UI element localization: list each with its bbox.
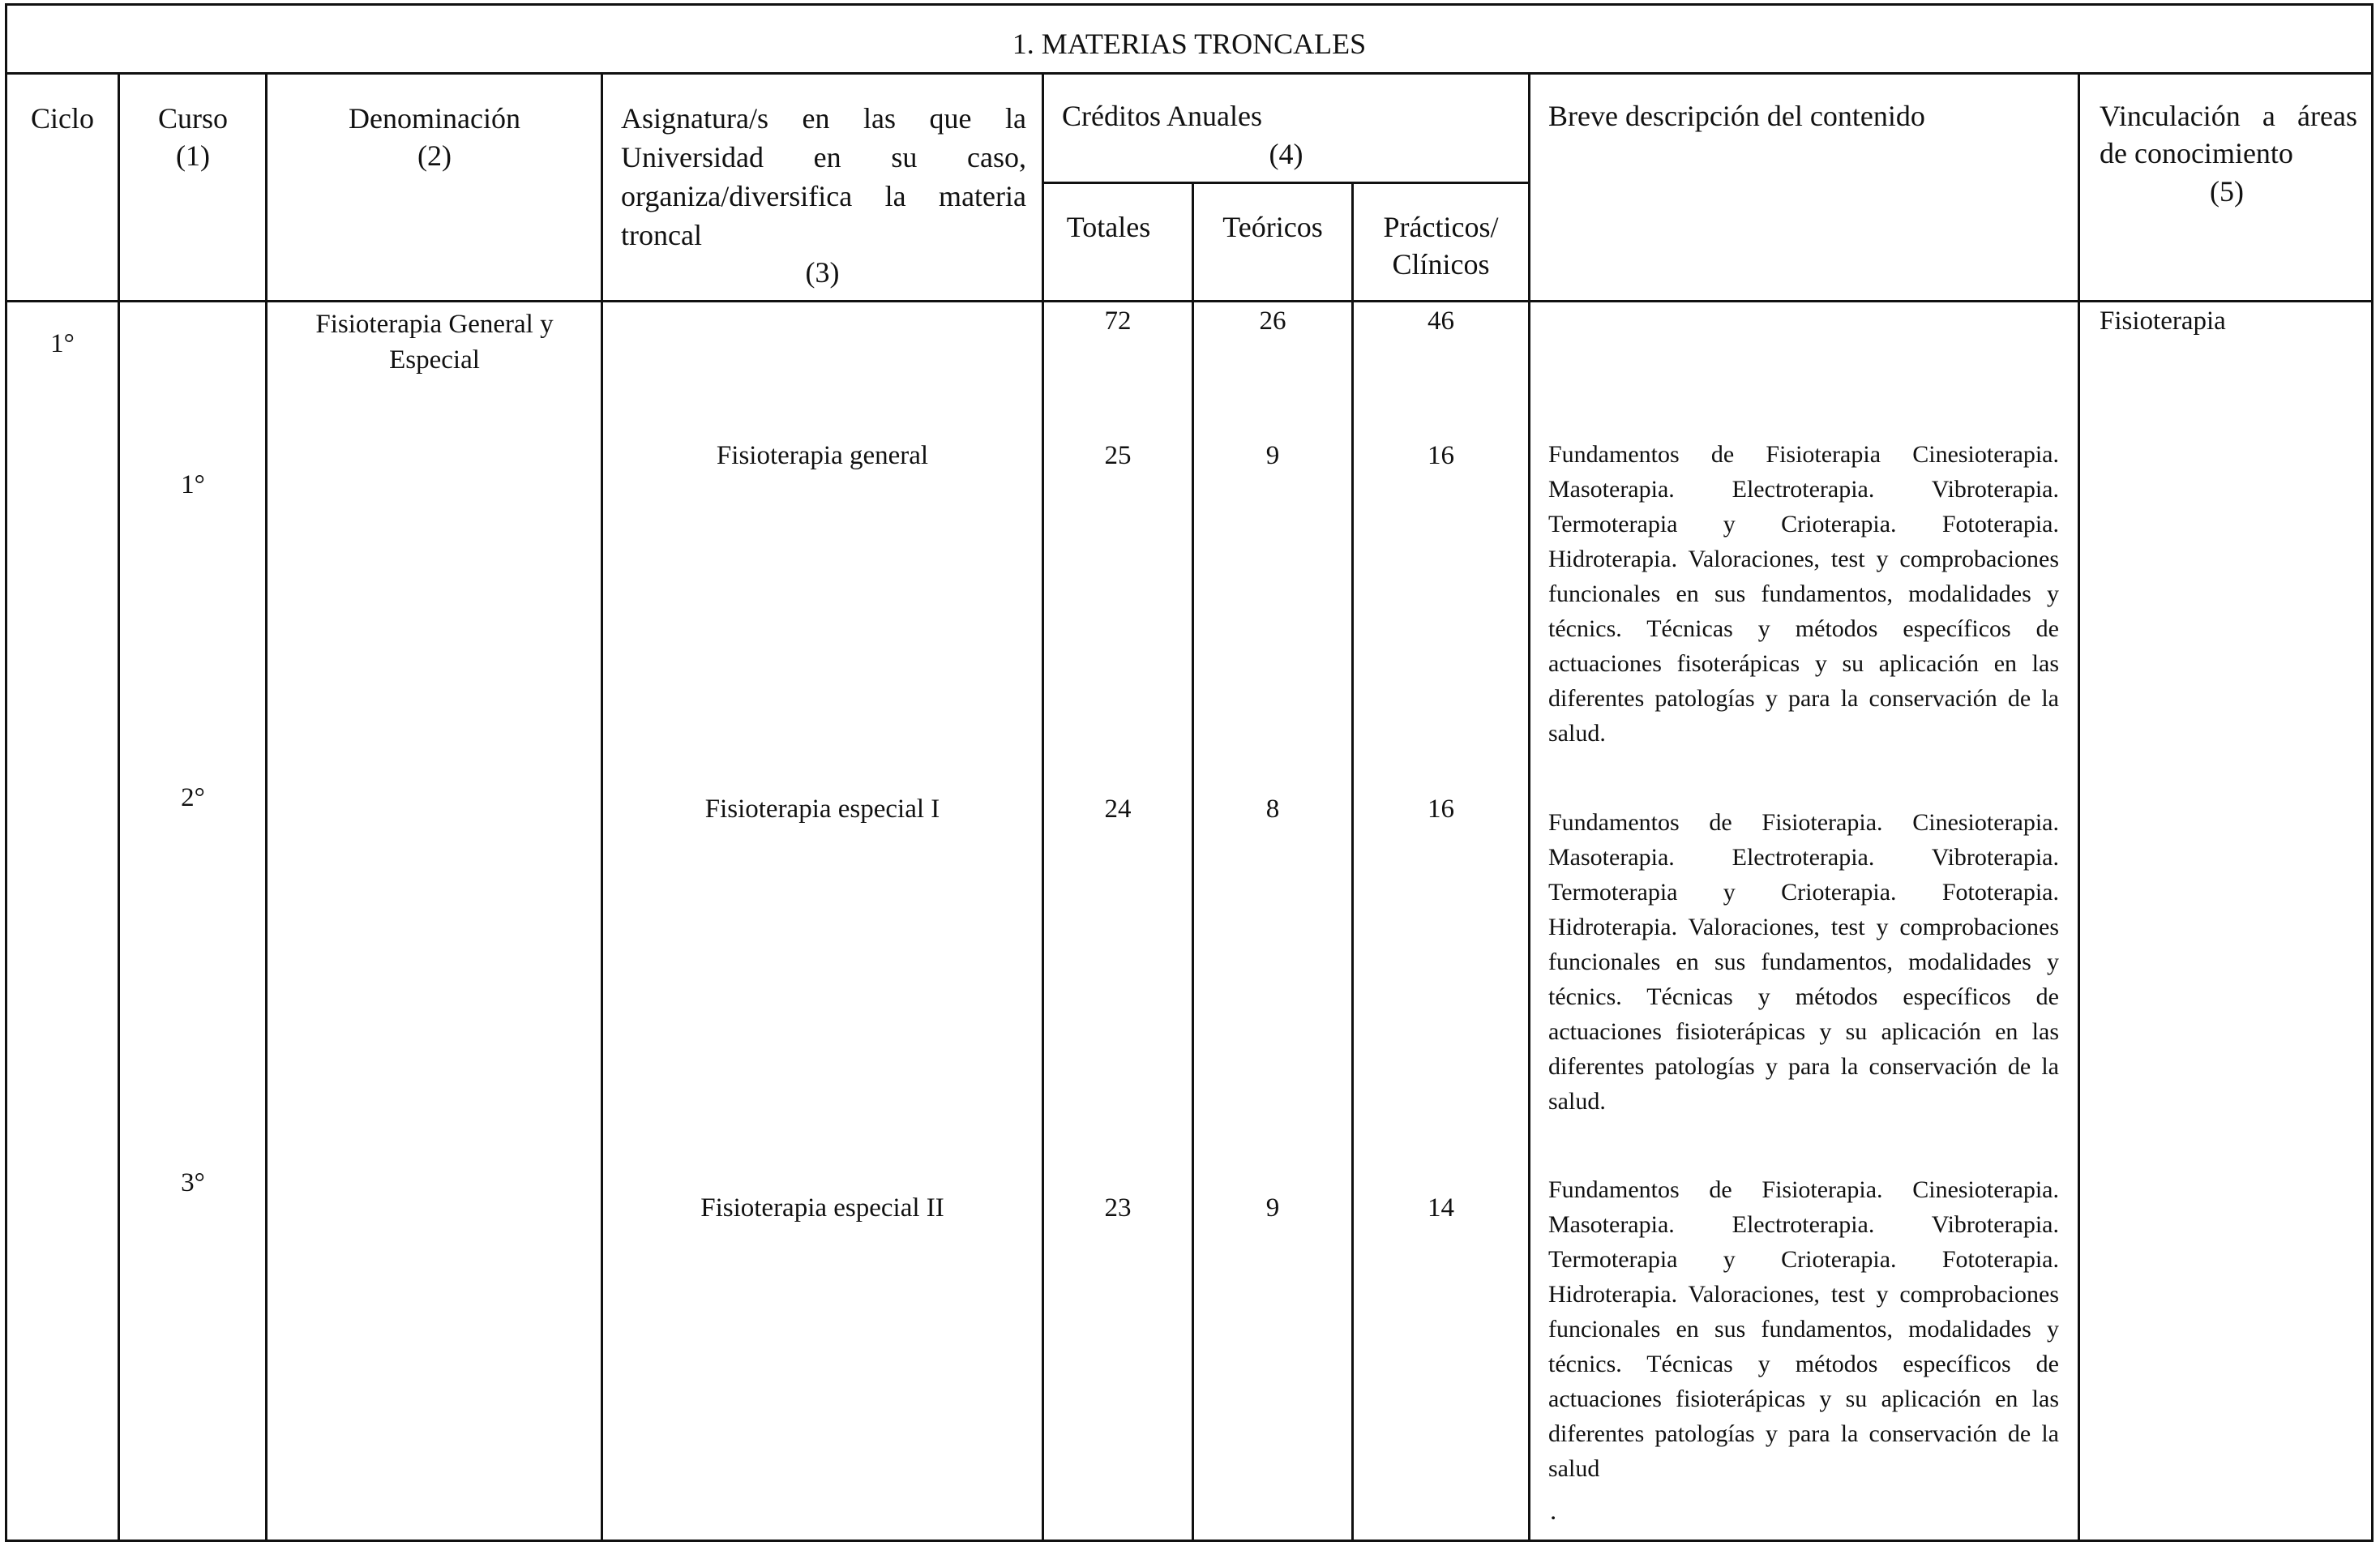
header-practicos: Prácticos/ — [1383, 211, 1499, 243]
trailing-mark: . — [1550, 1497, 1557, 1526]
header-ciclo: Ciclo — [31, 102, 94, 135]
header-asignatura-line: Asignatura/s en las que la — [621, 102, 1026, 135]
asignatura-value: Fisioterapia especial II — [700, 1193, 944, 1223]
row-totales: 23 — [1104, 1193, 1132, 1223]
header-vinculacion: Vinculación a áreas — [2100, 100, 2357, 132]
header-curso: Curso — [157, 102, 228, 135]
curso-value: 1° — [181, 470, 205, 499]
row-totales: 25 — [1104, 441, 1132, 470]
col-divider-creditos — [1528, 72, 1530, 1542]
header-descripcion: Breve descripción del contenido — [1548, 100, 1925, 132]
header-clinicos: Clínicos — [1392, 248, 1490, 281]
denominacion-line: Fisioterapia General y — [315, 310, 554, 339]
curso-value: 2° — [181, 783, 205, 812]
header-asignatura — [621, 99, 1026, 255]
asignatura-value: Fisioterapia especial I — [704, 794, 940, 824]
col-divider-teoricos — [1351, 182, 1354, 1542]
creditos-divider — [1042, 182, 1528, 184]
descripcion-text: Fundamentos de Fisioterapia. Cinesioterapia. Masoterapia. Electroterapia. Vibroterapia. Termoterapia y Crioterapia. Fototerapia. Hidroterapia. Valoraciones, test y comprobaciones funcionales en sus fundamentos, modalidades y técnics. Técnicas y métodos específicos de actuaciones fisioterápicas y su aplicación en las diferentes patologías y para la conservación de la salud. — [1548, 809, 2059, 1115]
row-practicos: 16 — [1428, 441, 1454, 470]
main-practicos: 46 — [1428, 306, 1454, 336]
header-vinculacion-note: (5) — [2210, 175, 2244, 208]
col-divider-descripcion — [2078, 72, 2080, 1542]
header-divider — [5, 300, 2374, 302]
ciclo-value: 1° — [50, 329, 75, 358]
row-practicos: 16 — [1428, 794, 1454, 824]
header-curso-note: (1) — [176, 139, 210, 172]
header-asignatura-line: troncal — [621, 219, 702, 251]
header-denominacion-note: (2) — [417, 139, 452, 172]
col-divider-totales — [1192, 182, 1194, 1542]
curso-value: 3° — [181, 1168, 205, 1197]
main-teoricos: 26 — [1259, 306, 1286, 336]
row-practicos: 14 — [1428, 1193, 1454, 1223]
main-totales: 72 — [1104, 306, 1132, 336]
header-asignatura-line: organiza/diversifica la materia — [621, 180, 1026, 212]
descripcion-text: Fundamentos de Fisioterapia Cinesioterapia. Masoterapia. Electroterapia. Vibroterapia. Termoterapia y Crioterapia. Fototerapia. Hidroterapia. Valoraciones, test y comprobaciones funcionales en sus fundamentos, modalidades y técnics. Técnicas y métodos específicos de actuaciones fisoterápicas y su aplicación en las diferentes patologías y para la conservación de la salud. — [1548, 441, 2059, 747]
table-title: 1. MATERIAS TRONCALES — [1012, 28, 1367, 60]
header-vinculacion-line2: de conocimiento — [2100, 137, 2293, 169]
title-divider — [5, 72, 2374, 75]
vinculacion-value: Fisioterapia — [2100, 306, 2226, 336]
header-asignatura-note: (3) — [805, 256, 840, 289]
row-teoricos: 9 — [1265, 441, 1280, 470]
header-creditos-note: (4) — [1269, 138, 1303, 170]
header-asignatura-line: Universidad en su caso, — [621, 141, 1026, 173]
row-teoricos: 8 — [1265, 794, 1280, 824]
row-totales: 24 — [1104, 794, 1132, 824]
descripcion-text: Fundamentos de Fisioterapia. Cinesioterapia. Masoterapia. Electroterapia. Vibroterapia. Termoterapia y Crioterapia. Fototerapia. Hidroterapia. Valoraciones, test y comprobaciones funcionales en sus fundamentos, modalidades y técnics. Técnicas y métodos específicos de actuaciones fisioterápicas y su aplicación en las diferentes patologías y para la conservación de la salud — [1548, 1176, 2059, 1482]
header-totales: Totales — [1066, 211, 1151, 243]
denominacion-line: Especial — [389, 345, 480, 375]
header-teoricos: Teóricos — [1222, 211, 1323, 243]
row-teoricos: 9 — [1265, 1193, 1280, 1223]
header-creditos: Créditos Anuales — [1062, 100, 1262, 132]
header-denominacion: Denominación — [349, 102, 520, 135]
asignatura-value: Fisioterapia general — [716, 441, 929, 470]
